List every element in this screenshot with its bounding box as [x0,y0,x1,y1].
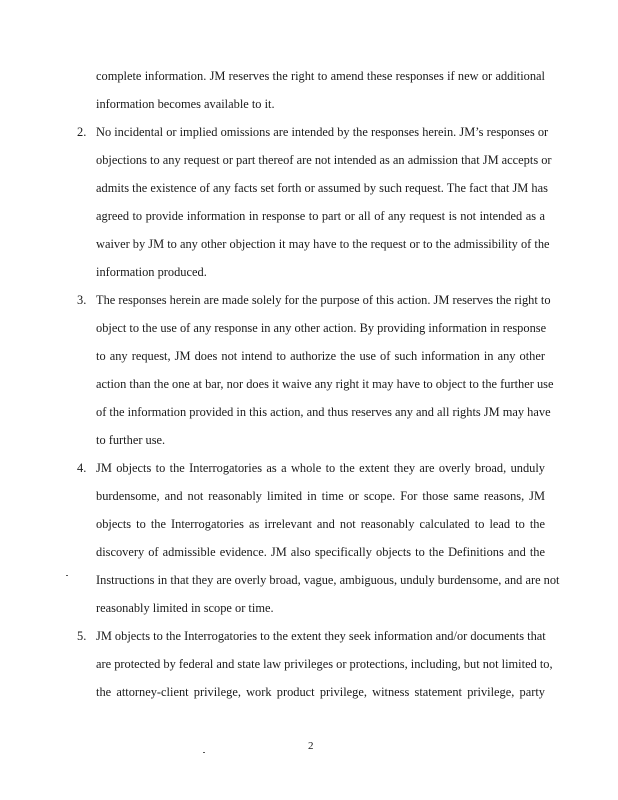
item-number: 2. [77,125,87,139]
item-line: discovery of admissible evidence. JM also specifically objects to the Definitions and the [96,545,545,559]
intro-line: information becomes available to it. [96,97,275,111]
item-line: object to the use of any response in any other action. By providing information in response [96,321,547,335]
scan-speck [66,575,68,576]
page-number: 2 [308,740,314,752]
item-line: reasonably limited in scope or time. [96,601,274,615]
item-line: No incidental or implied omissions are intended by the responses herein. JM’s responses or [96,125,549,139]
item-line: waiver by JM to any other objection it may have to the request or to the admissibility of the [96,237,550,251]
intro-line: complete information. JM reserves the right to amend these responses if new or additional [96,69,545,83]
item-number: 5. [77,629,87,643]
item-line: objects to the Interrogatories as irrelevant and not reasonably calculated to lead to the [96,517,545,531]
item-number: 3. [77,293,87,307]
item-line: The responses herein are made solely for the purpose of this action. JM reserves the right to [96,293,551,307]
item-line: of the information provided in this action, and thus reserves any and all rights JM may have [96,405,551,419]
item-line: admits the existence of any facts set forth or assumed by such request. The fact that JM has [96,181,548,195]
item-line: burdensome, and not reasonably limited in time or scope. For those same reasons, JM [96,489,545,503]
item-line: JM objects to the Interrogatories as a whole to the extent they are overly broad, unduly [96,461,545,475]
item-line: to any request, JM does not intend to authorize the use of such information in any other [96,349,545,363]
item-line: agreed to provide information in response to part or all of any request is not intended as a [96,209,545,223]
item-line: are protected by federal and state law privileges or protections, including, but not limited to, [96,657,553,671]
item-number: 4. [77,461,87,475]
item-line: objections to any request or part thereof are not intended as an admission that JM accepts or [96,153,552,167]
item-line: Instructions in that they are overly broad, vague, ambiguous, unduly burdensome, and are not [96,573,560,587]
item-line: information produced. [96,265,207,279]
item-line: action than the one at bar, nor does it waive any right it may have to object to the further use [96,377,554,391]
item-line: JM objects to the Interrogatories to the extent they seek information and/or documents that [96,629,546,643]
item-line: the attorney-client privilege, work product privilege, witness statement privilege, party [96,685,545,699]
scan-speck [203,752,205,753]
item-line: to further use. [96,433,166,447]
